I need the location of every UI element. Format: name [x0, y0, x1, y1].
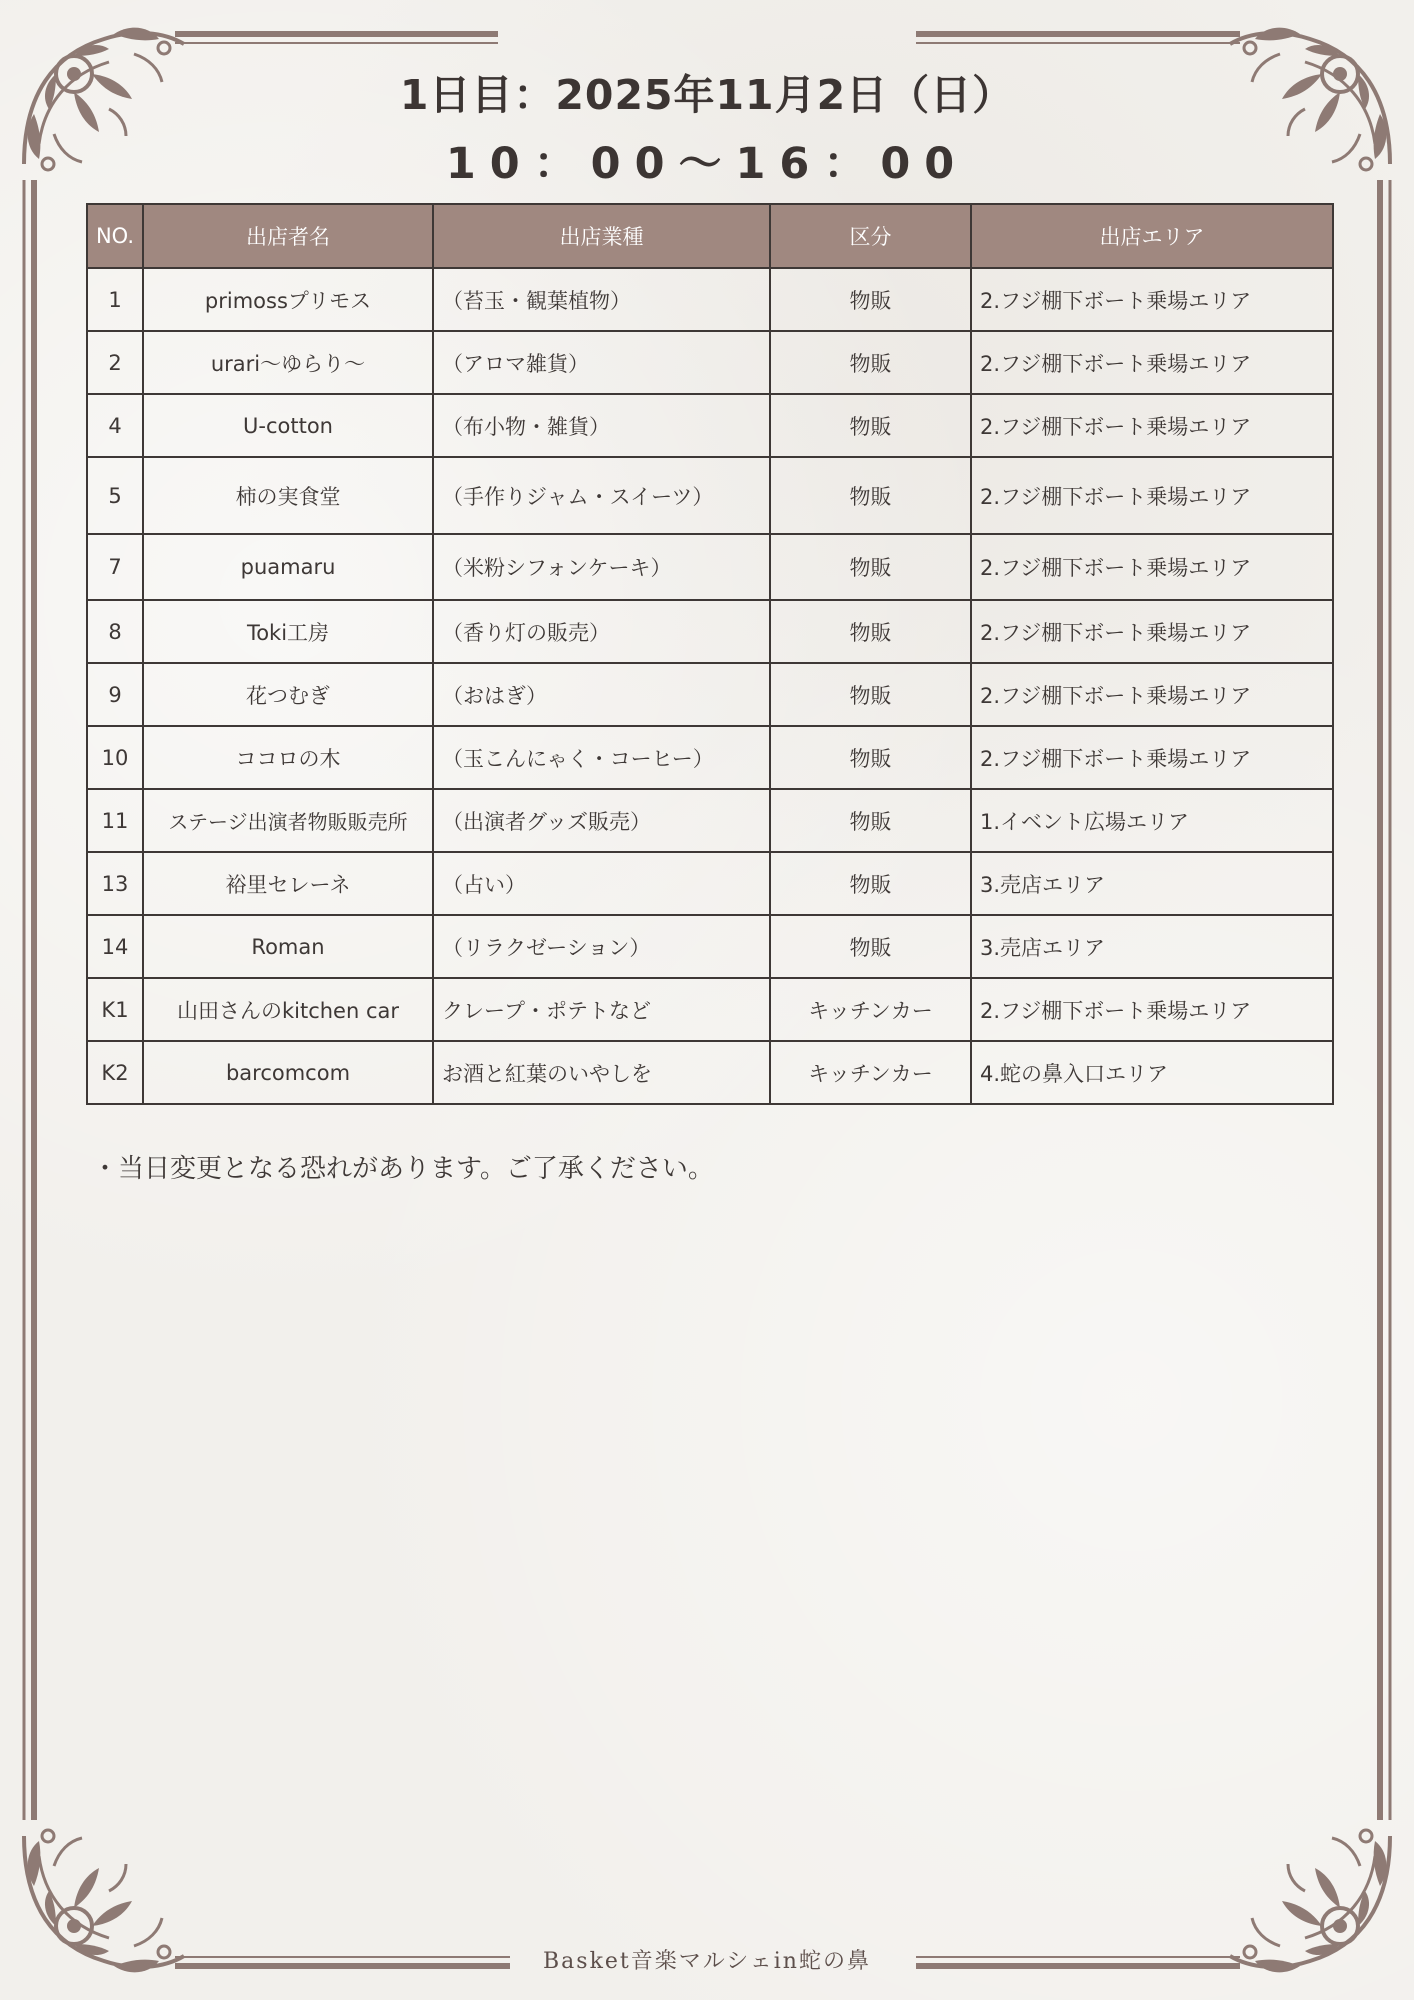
- cell-type: （米粉シフォンケーキ）: [433, 534, 770, 600]
- cell-no: K2: [87, 1041, 143, 1104]
- cell-category: 物販: [770, 852, 971, 915]
- cell-category: 物販: [770, 726, 971, 789]
- cell-no: 2: [87, 331, 143, 394]
- table-row: [87, 978, 1333, 1041]
- cell-area: 2.フジ棚下ボート乗場エリア: [971, 726, 1333, 789]
- vendor-table: [86, 203, 1334, 1105]
- cell-area: 1.イベント広場エリア: [971, 789, 1333, 852]
- notice-text: ・当日変更となる恐れがあります。ご了承ください。: [92, 1154, 714, 1184]
- cell-name: urari〜ゆらり〜: [143, 331, 433, 394]
- cell-category: 物販: [770, 663, 971, 726]
- cell-name: primossプリモス: [143, 268, 433, 331]
- page-title-date: 1日目：2025年11月2日（日）: [399, 71, 1015, 119]
- cell-name: puamaru: [143, 534, 433, 600]
- table-row: [87, 915, 1333, 978]
- cell-type: （占い）: [433, 852, 770, 915]
- table-row: [87, 268, 1333, 331]
- cell-no: 11: [87, 789, 143, 852]
- cell-type: （布小物・雑貨）: [433, 394, 770, 457]
- cell-no: 13: [87, 852, 143, 915]
- cell-category: キッチンカー: [770, 978, 971, 1041]
- cell-area: 2.フジ棚下ボート乗場エリア: [971, 600, 1333, 663]
- cell-name: U-cotton: [143, 394, 433, 457]
- cell-type: （リラクゼーション）: [433, 915, 770, 978]
- cell-area: 2.フジ棚下ボート乗場エリア: [971, 663, 1333, 726]
- table-row: [87, 394, 1333, 457]
- cell-area: 2.フジ棚下ボート乗場エリア: [971, 268, 1333, 331]
- cell-area: 2.フジ棚下ボート乗場エリア: [971, 978, 1333, 1041]
- cell-area: 2.フジ棚下ボート乗場エリア: [971, 331, 1333, 394]
- cell-category: 物販: [770, 600, 971, 663]
- cell-area: 3.売店エリア: [971, 852, 1333, 915]
- cell-type: （苔玉・観葉植物）: [433, 268, 770, 331]
- cell-name: ステージ出演者物販販売所: [143, 789, 433, 852]
- cell-no: 7: [87, 534, 143, 600]
- page-title-time: 10：00〜16：00: [445, 139, 969, 189]
- cell-name: Toki工房: [143, 600, 433, 663]
- cell-no: 5: [87, 457, 143, 534]
- table-row: [87, 1041, 1333, 1104]
- cell-type: （おはぎ）: [433, 663, 770, 726]
- cell-category: 物販: [770, 534, 971, 600]
- cell-name: 山田さんのkitchen car: [143, 978, 433, 1041]
- cell-area: 2.フジ棚下ボート乗場エリア: [971, 394, 1333, 457]
- column-header-name: 出店者名: [143, 204, 433, 268]
- cell-name: barcomcom: [143, 1041, 433, 1104]
- cell-no: 4: [87, 394, 143, 457]
- cell-area: 2.フジ棚下ボート乗場エリア: [971, 457, 1333, 534]
- column-header-type: 出店業種: [433, 204, 770, 268]
- cell-category: 物販: [770, 394, 971, 457]
- cell-type: （玉こんにゃく・コーヒー）: [433, 726, 770, 789]
- table-row: [87, 852, 1333, 915]
- footer-event-name: Basket音楽マルシェin蛇の鼻: [543, 1949, 871, 1974]
- cell-type: （手作りジャム・スイーツ）: [433, 457, 770, 534]
- cell-area: 2.フジ棚下ボート乗場エリア: [971, 534, 1333, 600]
- cell-category: 物販: [770, 331, 971, 394]
- cell-type: お酒と紅葉のいやしを: [433, 1041, 770, 1104]
- cell-no: 14: [87, 915, 143, 978]
- cell-name: Roman: [143, 915, 433, 978]
- cell-category: キッチンカー: [770, 1041, 971, 1104]
- cell-category: 物販: [770, 789, 971, 852]
- table-row: [87, 331, 1333, 394]
- cell-name: 裕里セレーネ: [143, 852, 433, 915]
- column-header-category: 区分: [770, 204, 971, 268]
- column-header-no: NO.: [87, 204, 143, 268]
- cell-category: 物販: [770, 457, 971, 534]
- cell-no: 8: [87, 600, 143, 663]
- cell-name: ココロの木: [143, 726, 433, 789]
- cell-area: 3.売店エリア: [971, 915, 1333, 978]
- cell-area: 4.蛇の鼻入口エリア: [971, 1041, 1333, 1104]
- table-row: [87, 789, 1333, 852]
- cell-name: 花つむぎ: [143, 663, 433, 726]
- table-header-row: [87, 204, 1333, 268]
- column-header-area: 出店エリア: [971, 204, 1333, 268]
- cell-no: 10: [87, 726, 143, 789]
- cell-type: クレープ・ポテトなど: [433, 978, 770, 1041]
- cell-no: 1: [87, 268, 143, 331]
- table-row: [87, 663, 1333, 726]
- cell-no: 9: [87, 663, 143, 726]
- cell-type: （出演者グッズ販売）: [433, 789, 770, 852]
- table-row: [87, 534, 1333, 600]
- cell-type: （香り灯の販売）: [433, 600, 770, 663]
- cell-category: 物販: [770, 915, 971, 978]
- cell-type: （アロマ雑貨）: [433, 331, 770, 394]
- table-row: [87, 457, 1333, 534]
- cell-name: 柿の実食堂: [143, 457, 433, 534]
- cell-no: K1: [87, 978, 143, 1041]
- table-row: [87, 600, 1333, 663]
- cell-category: 物販: [770, 268, 971, 331]
- table-row: [87, 726, 1333, 789]
